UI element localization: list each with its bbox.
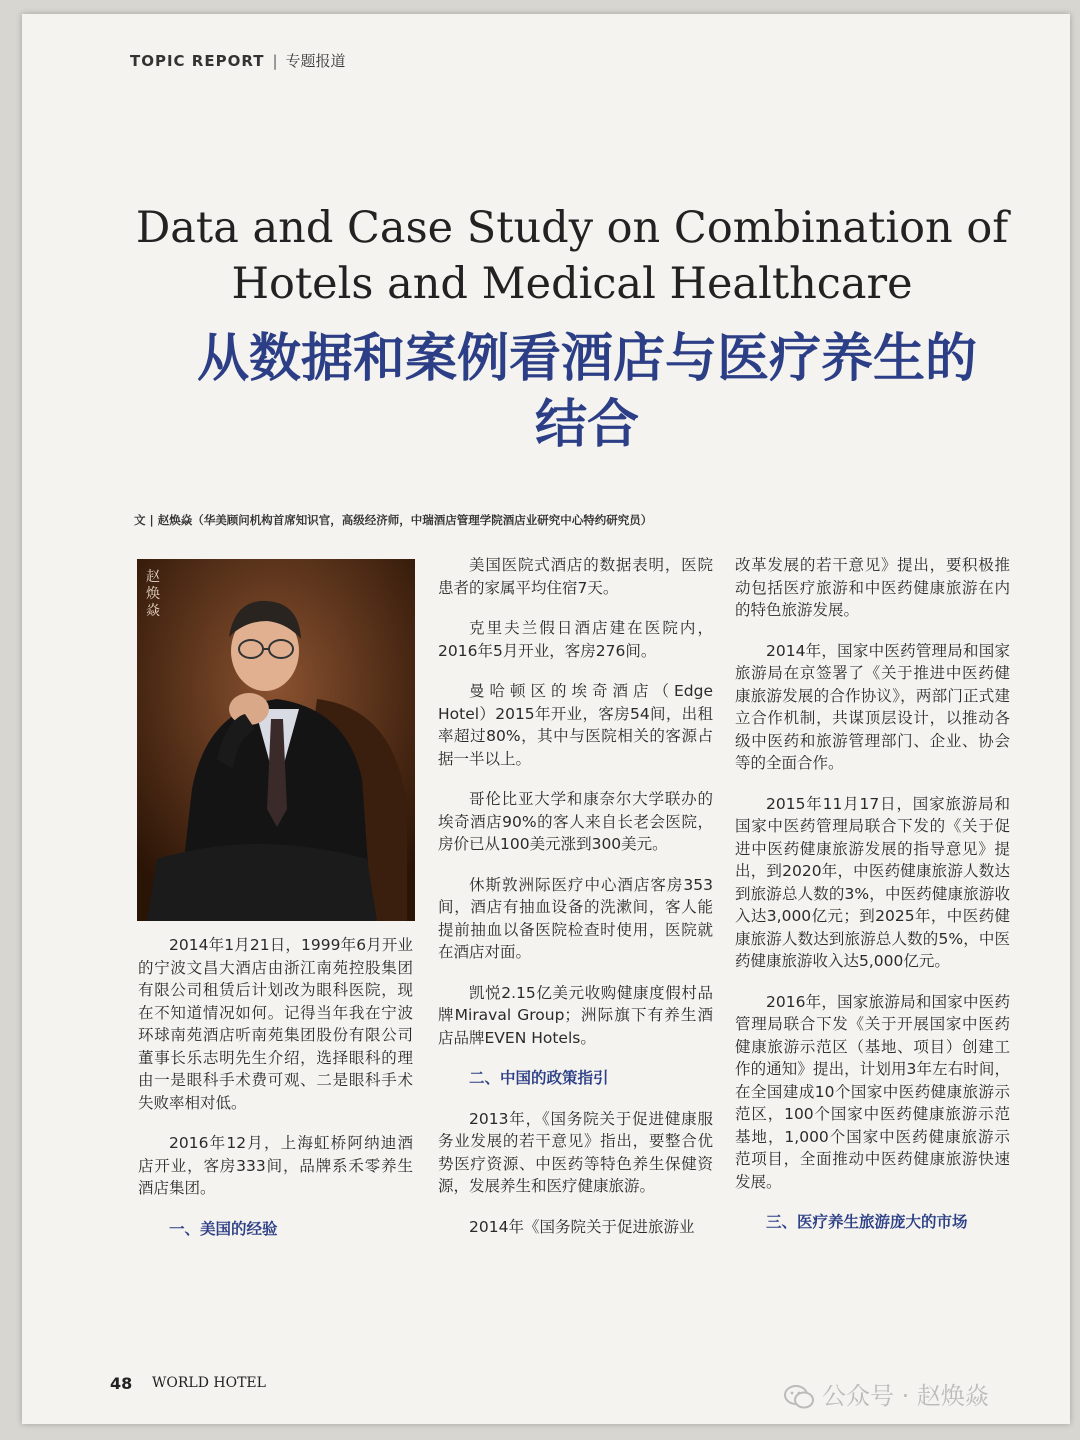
author-portrait-image: [137, 559, 415, 921]
column-1: [138, 934, 413, 1258]
paragraph: 哥伦比亚大学和康奈尔大学联办的埃奇酒店90%的客人来自长老会医院，房价已从100美元涨到300美元。: [438, 790, 713, 853]
paragraph: 2016年，国家旅游局和国家中医药管理局联合下发《关于开展国家中医药健康旅游示范区（基地、项目）创建工作的通知》提出，计划用3年左右时间，在全国建成10个国家中医药健康旅游示范区，100个国家中医药健康旅游示范基地，1,000个国家中医药健康旅游示范项目，全面推动中医药健康旅游快速发展。: [735, 992, 1010, 1191]
watermark-text: 公众号 · 赵焕焱: [822, 1382, 989, 1410]
magazine-brand: WORLD HOTEL: [152, 1375, 266, 1391]
paragraph: 凯悦2.15亿美元收购健康度假村品牌Miraval Group；洲际旗下有养生酒店品牌EVEN Hotels。: [438, 983, 713, 1047]
paragraph: 美国医院式酒店的数据表明，医院患者的家属平均住宿7天。: [438, 556, 713, 597]
section-heading-3: 三、医疗养生旅游庞大的市场: [766, 1213, 968, 1231]
watermark: [784, 1376, 989, 1411]
author-photo: [137, 559, 415, 921]
wechat-icon: [784, 1384, 814, 1410]
paragraph: 曼哈顿区的埃奇酒店（Edge Hotel）2015年开业，客房54间，出租率超过80%，其中与医院相关的客源占据一半以上。: [438, 682, 713, 768]
column-2: [438, 554, 713, 1256]
section-heading-1: 一、美国的经验: [169, 1219, 278, 1238]
photo-caption: 赵焕焱: [146, 569, 160, 619]
article-title-zh: 从数据和案例看酒店与医疗养生的结合: [196, 328, 977, 455]
section-label-zh: 专题报道: [285, 52, 346, 70]
section-header: [130, 50, 346, 71]
paragraph: 克里夫兰假日酒店建在医院内，2016年5月开业，客房276间。: [438, 619, 713, 660]
article-title-en: Data and Case Study on Combination of Hotels and Medical Healthcare: [135, 203, 1009, 309]
paragraph: 2014年，国家中医药管理局和国家旅游局在京签署了《关于推进中医药健康旅游发展的合作协议》，两部门正式建立合作机制，共谋顶层设计，以推动各级中医药和旅游管理部门、企业、协会等的全面合作。: [735, 641, 1010, 772]
section-heading-2: 二、中国的政策指引: [469, 1069, 609, 1087]
section-label-en: TOPIC REPORT: [130, 52, 265, 70]
paragraph: 2015年11月17日，国家旅游局和国家中医药管理局联合下发的《关于促进中医药健康旅游发展的指导意见》提出，到2020年，中医药健康旅游人数达到旅游总人数的3%，中医药健康旅游收入达3,000亿元；到2025年，中医药健康旅游人数达到旅游总人数的5%，中医药健康旅游收入达5,000亿元。: [735, 794, 1010, 970]
byline: 文 | 赵焕焱（华美顾问机构首席知识官，高级经济师，中瑞酒店管理学院酒店业研究中心特约研究员）: [134, 513, 653, 527]
paragraph: 改革发展的若干意见》提出，要积极推动包括医疗旅游和中医药健康旅游在内的特色旅游发展。: [735, 556, 1010, 619]
paragraph: 2016年12月，上海虹桥阿纳迪酒店开业，客房333间，品牌系禾零养生酒店集团。: [138, 1134, 413, 1197]
paragraph: 2014年《国务院关于促进旅游业: [469, 1217, 695, 1236]
magazine-page: [22, 14, 1070, 1424]
column-3: [735, 554, 1010, 1252]
paragraph: 2013年，《国务院关于促进健康服务业发展的若干意见》指出，要整合优势医疗资源、中医药等特色养生保健资源，发展养生和医疗健康旅游。: [438, 1109, 713, 1195]
page-number: 48: [110, 1374, 133, 1393]
paragraph: 休斯敦洲际医疗中心酒店客房353间，酒店有抽血设备的洗漱间，客人能提前抽血以备医院检查时使用，医院就在酒店对面。: [438, 875, 713, 961]
header-separator: |: [272, 52, 278, 70]
paragraph: 2014年1月21日，1999年6月开业的宁波文昌大酒店由浙江南苑控股集团有限公司租赁后计划改为眼科医院，现在不知道情况如何。记得当年我在宁波环球南苑酒店听南苑集团股份有限公司董事长乐志明先生介绍，选择眼科的理由一是眼科手术费可观、二是眼科手术失败率相对低。: [138, 936, 413, 1112]
